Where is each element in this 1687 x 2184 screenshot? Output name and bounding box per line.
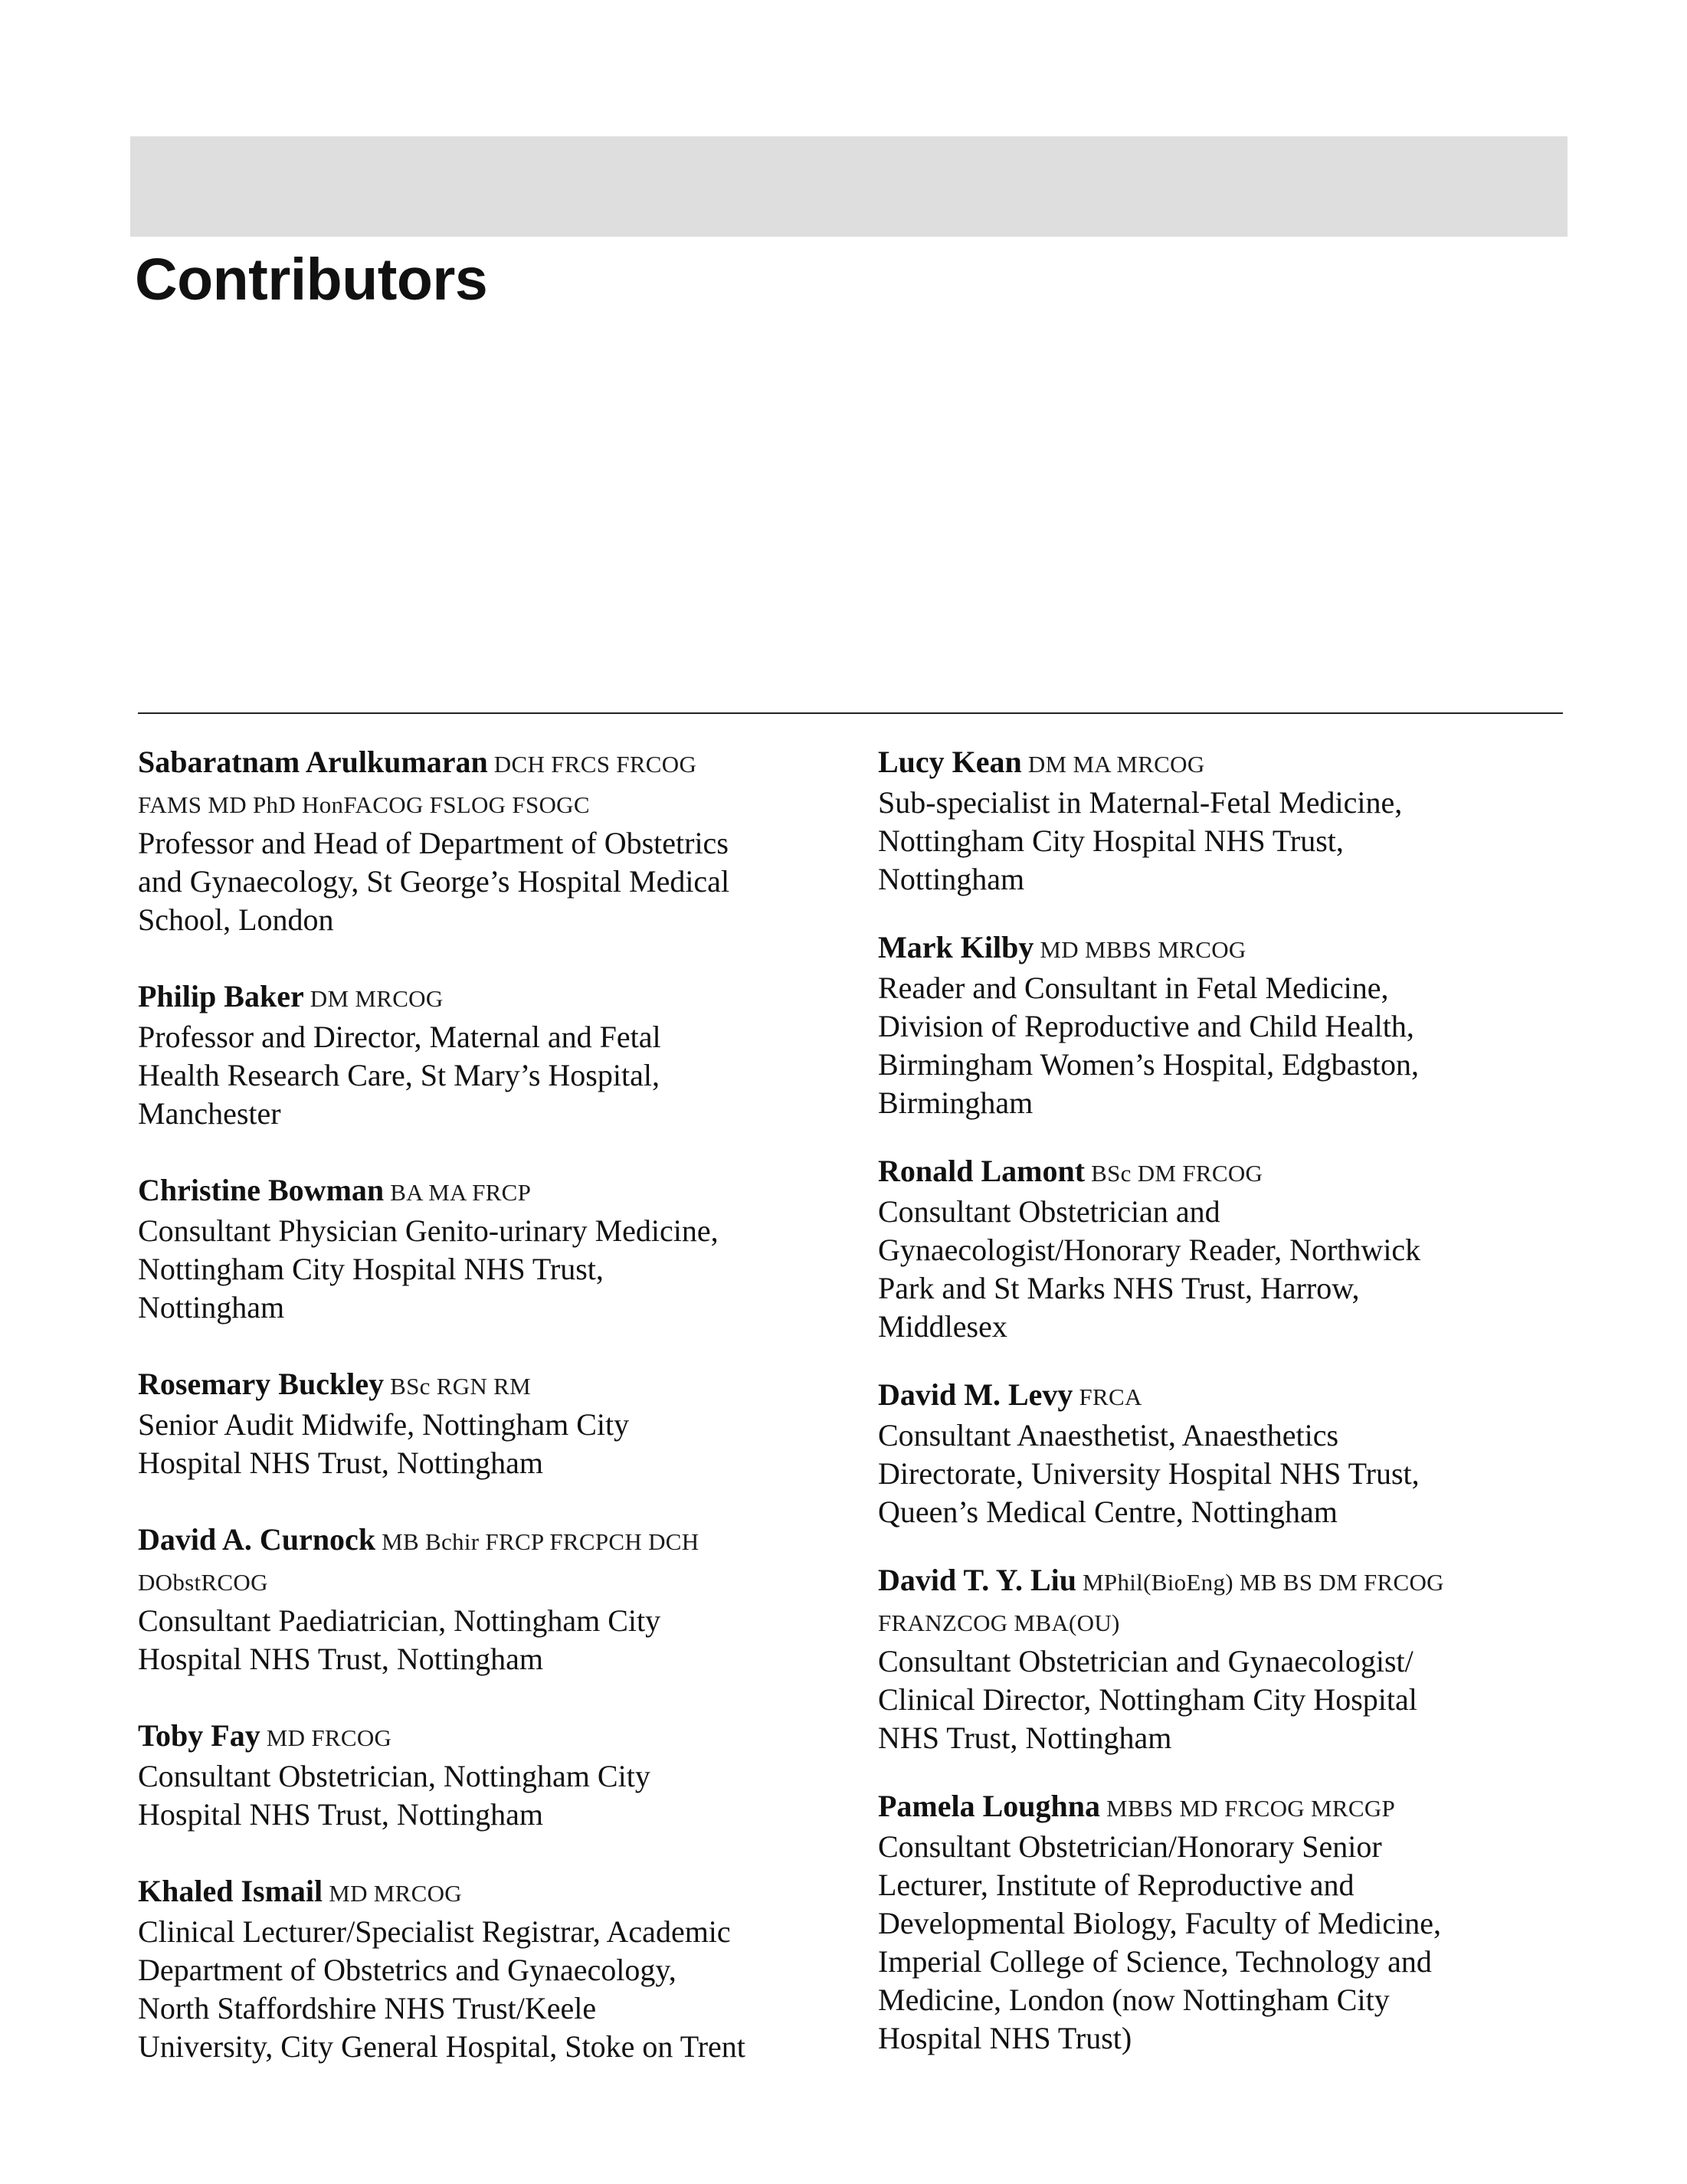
contributor-affiliation: Professor and Head of Department of Obstetrics and Gynaecology, St George’s Hospital Medical School, London xyxy=(138,826,730,937)
contributor-heading xyxy=(138,1872,843,1913)
contributor-heading xyxy=(138,1717,843,1757)
contributor-entry xyxy=(878,928,1583,1122)
contributors-right-column xyxy=(878,743,1583,2087)
contributor-entry xyxy=(138,1717,843,1834)
contributor-affiliation: Consultant Obstetrician, Nottingham City Hospital NHS Trust, Nottingham xyxy=(138,1759,650,1832)
contributor-name: Ronald Lamont xyxy=(878,1154,1086,1188)
contributor-name: Lucy Kean xyxy=(878,745,1022,779)
contributor-affiliation: Consultant Anaesthetist, Anaesthetics Directorate, University Hospital NHS Trust, Queen’s Medical Centre, Nottingham xyxy=(878,1418,1420,1529)
contributor-name: Mark Kilby xyxy=(878,930,1034,964)
contributor-affiliation: Consultant Obstetrician and Gynaecologist/ Clinical Director, Nottingham City Hospital NHS Trust, Nottingham xyxy=(878,1644,1417,1755)
contributor-entry xyxy=(138,1872,843,2066)
contributor-affiliation: Consultant Physician Genito-urinary Medicine, Nottingham City Hospital NHS Trust, Nottingham xyxy=(138,1213,719,1324)
contributor-heading xyxy=(878,928,1583,969)
contributor-qualifications: BA MA FRCP xyxy=(384,1179,532,1206)
contributor-name: David M. Levy xyxy=(878,1377,1073,1412)
contributor-name: Toby Fay xyxy=(138,1718,260,1753)
contributor-heading xyxy=(878,1376,1583,1416)
contributor-qualifications: MD MRCOG xyxy=(323,1880,462,1907)
contributor-qualifications: DCH FRCS FRCOG FAMS MD PhD HonFACOG FSLOG FSOGC xyxy=(138,751,697,818)
contributor-entry xyxy=(138,1171,843,1327)
contributor-entry xyxy=(878,1787,1583,2058)
contributor-name: David A. Curnock xyxy=(138,1522,376,1557)
contributor-heading xyxy=(878,1152,1583,1193)
contributor-entry xyxy=(138,743,843,939)
contributor-name: Khaled Ismail xyxy=(138,1874,323,1908)
contributor-qualifications: BSc DM FRCOG xyxy=(1085,1160,1263,1187)
contributor-heading xyxy=(138,1171,843,1212)
contributor-name: Christine Bowman xyxy=(138,1173,385,1207)
contributor-affiliation: Consultant Paediatrician, Nottingham City Hospital NHS Trust, Nottingham xyxy=(138,1603,661,1676)
contributor-affiliation: Consultant Obstetrician and Gynaecologist/Honorary Reader, Northwick Park and St Marks NHS Trust, Harrow, Middlesex xyxy=(878,1194,1421,1344)
contributor-entry xyxy=(138,1521,843,1678)
contributor-heading xyxy=(878,743,1583,784)
contributor-entry xyxy=(878,1561,1583,1757)
contributor-heading xyxy=(138,1365,843,1406)
contributor-name: Sabaratnam Arulkumaran xyxy=(138,745,488,779)
contributor-affiliation: Consultant Obstetrician/Honorary Senior Lecturer, Institute of Reproductive and Developmental Biology, Faculty of Medicine, Imperial College of Science, Technology and Medicine, London (now Nottingham City Hospital NHS Trust) xyxy=(878,1829,1442,2055)
contributor-qualifications: DM MA MRCOG xyxy=(1021,751,1205,778)
contributor-name: Rosemary Buckley xyxy=(138,1367,385,1401)
page-title: Contributors xyxy=(135,247,488,313)
contributor-entry xyxy=(878,1152,1583,1346)
header-band xyxy=(130,136,1567,237)
contributor-heading xyxy=(138,1521,843,1602)
contributor-entry xyxy=(138,1365,843,1482)
contributor-heading xyxy=(878,1561,1583,1642)
contributor-affiliation: Reader and Consultant in Fetal Medicine, Division of Reproductive and Child Health, Birmingham Women’s Hospital, Edgbaston, Birmingham xyxy=(878,971,1419,1120)
contributor-qualifications: MBBS MD FRCOG MRCGP xyxy=(1100,1795,1396,1822)
contributor-affiliation: Professor and Director, Maternal and Fetal Health Research Care, St Mary’s Hospital, Manchester xyxy=(138,1020,661,1131)
contributor-qualifications: BSc RGN RM xyxy=(384,1373,531,1400)
contributor-qualifications: MB Bchir FRCP FRCPCH DCH DObstRCOG xyxy=(138,1528,699,1596)
contributor-name: David T. Y. Liu xyxy=(878,1563,1077,1597)
contributor-qualifications: DM MRCOG xyxy=(303,985,444,1012)
contributor-heading xyxy=(138,977,843,1018)
contributor-heading xyxy=(138,743,843,824)
contributor-name: Pamela Loughna xyxy=(878,1789,1101,1823)
contributor-entry xyxy=(138,977,843,1133)
contributor-heading xyxy=(878,1787,1583,1828)
contributor-affiliation: Clinical Lecturer/Specialist Registrar, Academic Department of Obstetrics and Gynaecology, North Staffordshire NHS Trust/Keele University, City General Hospital, Stoke on Trent xyxy=(138,1914,745,2064)
contributor-qualifications: MD MBBS MRCOG xyxy=(1033,936,1246,963)
contributor-qualifications: MPhil(BioEng) MB BS DM FRCOG FRANZCOG MBA(OU) xyxy=(878,1569,1444,1636)
contributor-entry xyxy=(878,743,1583,899)
section-divider xyxy=(138,712,1563,714)
contributor-qualifications: MD FRCOG xyxy=(260,1724,392,1751)
contributor-qualifications: FRCA xyxy=(1073,1383,1142,1410)
contributor-entry xyxy=(878,1376,1583,1531)
contributor-affiliation: Sub-specialist in Maternal-Fetal Medicine, Nottingham City Hospital NHS Trust, Nottingham xyxy=(878,785,1403,896)
contributor-name: Philip Baker xyxy=(138,979,304,1013)
contributor-affiliation: Senior Audit Midwife, Nottingham City Hospital NHS Trust, Nottingham xyxy=(138,1407,630,1480)
contributors-left-column xyxy=(138,743,843,2104)
